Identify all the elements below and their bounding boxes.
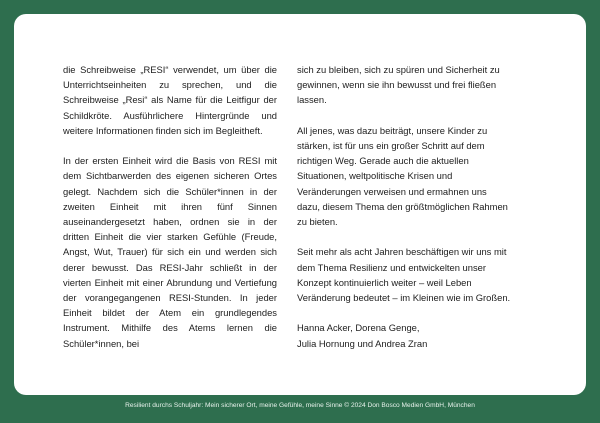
signature-line-2: Julia Hornung und Andrea Zran: [297, 337, 428, 349]
footer-copyright: Resilient durchs Schuljahr: Mein sicherer Ort, meine Gefühle, meine Sinne © 2024 Don Bosco Medien GmbH, München: [125, 402, 475, 409]
signature-line-1: Hanna Acker, Dorena Genge,: [297, 322, 420, 334]
right-paragraph-3: Seit mehr als acht Jahren beschäftigen wir uns mit dem Thema Resilienz und entwickelten unser Konzept kontinuierlich weiter – weil Leben Veränderung bedeutet – im Kleinen wie im Großen.: [297, 246, 511, 304]
left-paragraph-2: In der ersten Einheit wird die Basis von RESI mit dem Sichtbarwerden des eigenen sicheren Ortes gelegt. Nachdem sich die Schüler*innen in der zweiten Einheit mit ihren fünf Sinnen auseinandergesetzt haben, ordnen sie in der dritten Einheit die vier starken Gefühle (Freude, Angst, Wut, Trauer) für sich ein und werden sich derer bewusst. Das RESI-Jahr schließt in der vierten Einheit mit einer Abrundung und Vertiefung der vorangegangenen RESI-Stunden. In jeder Einheit bildet der Atem ein grundlegendes Instrument. Mithilfe des Atems lernen die Schüler*innen, bei: [63, 155, 277, 349]
left-paragraph-1: die Schreibweise „RESI“ verwendet, um über die Unterrichtseinheiten zu sprechen, und die Schreibweise „Resi“ als Name für die Leitfigur der Schildkröte. Ausführlichere Hintergründe und weitere Informationen finden sich im Begleitheft.: [63, 64, 277, 136]
right-paragraph-1: sich zu bleiben, sich zu spüren und Sicherheit zu gewinnen, wenn sie ihn bewusst und frei fließen lassen.: [297, 64, 500, 106]
left-text-column: [63, 62, 277, 351]
right-text-column: [297, 62, 511, 351]
author-signature: [297, 320, 511, 350]
right-paragraph-2: All jenes, was dazu beiträgt, unsere Kinder zu stärken, ist für uns ein großer Schritt auf dem richtigen Weg. Gerade auch die aktuellen Situationen, weltpolitische Krisen und Veränderungen verweisen und ermahnen uns dazu, diesem Thema den größtmöglichen Rahmen zu bieten.: [297, 124, 508, 228]
